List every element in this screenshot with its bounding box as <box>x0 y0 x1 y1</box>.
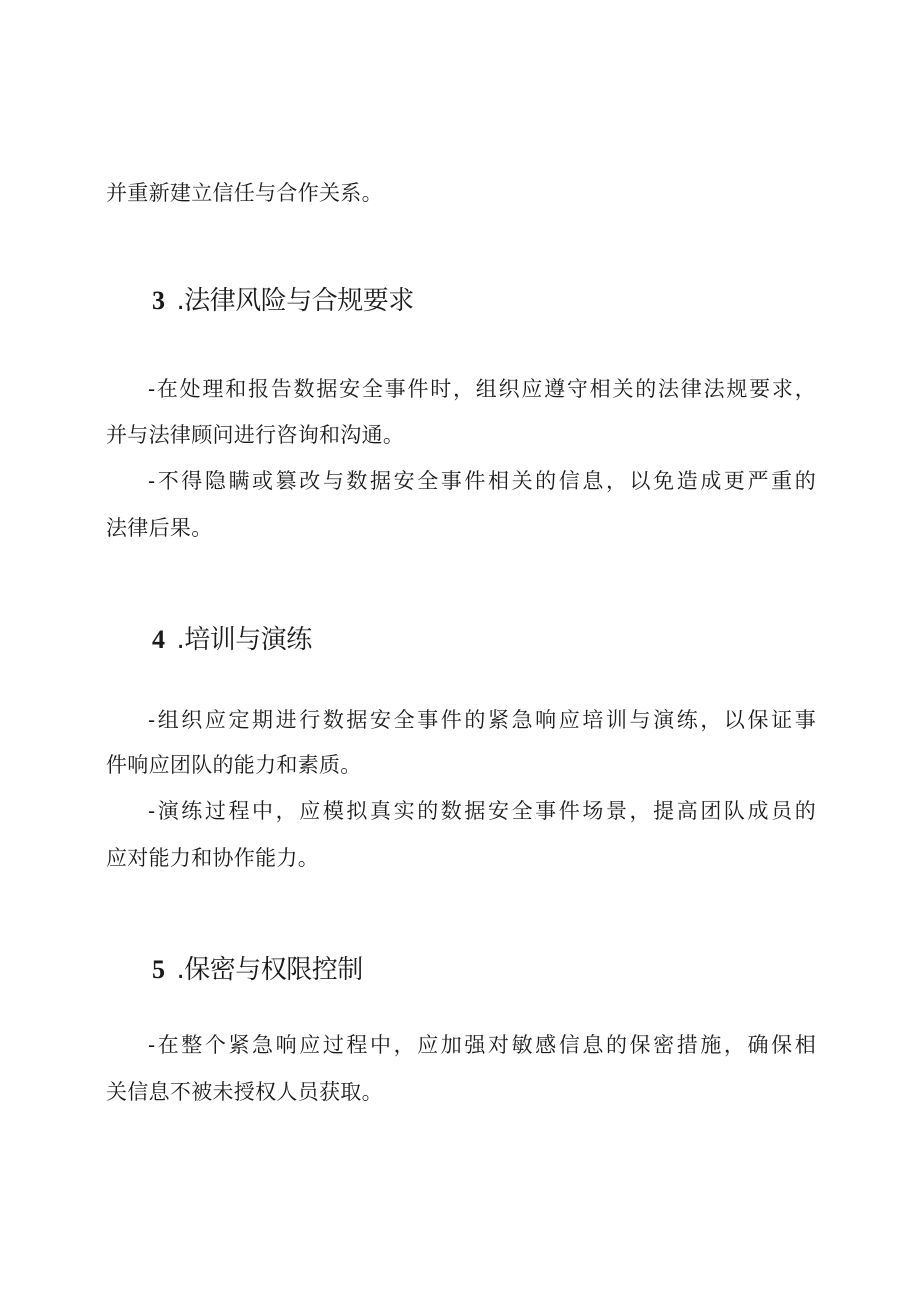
paragraph-line: -演练过程中，应模拟真实的数据安全事件场景，提高团队成员的 <box>148 799 816 823</box>
paragraph-line: 法律后果。 <box>106 516 213 540</box>
paragraph-line: 应对能力和协作能力。 <box>106 846 319 870</box>
paragraph-line: -不得隐瞒或篡改与数据安全事件相关的信息，以免造成更严重的 <box>148 469 816 493</box>
section-heading-3 <box>152 284 414 318</box>
section-number: 4 <box>152 625 165 654</box>
paragraph-line: -在处理和报告数据安全事件时，组织应遵守相关的法律法规要求， <box>148 377 816 401</box>
section-number: 3 <box>152 286 165 315</box>
section-heading-4 <box>152 623 312 657</box>
section-title: .培训与演练 <box>176 625 312 655</box>
continuation-text: 并重新建立信任与合作关系。 <box>106 181 383 205</box>
section-number: 5 <box>152 955 165 984</box>
section-heading-5 <box>152 953 363 987</box>
paragraph-line: 并与法律顾问进行咨询和沟通。 <box>106 423 405 447</box>
paragraph-line: -在整个紧急响应过程中，应加强对敏感信息的保密措施，确保相 <box>148 1033 816 1057</box>
paragraph-line: -组织应定期进行数据安全事件的紧急响应培训与演练，以保证事 <box>148 708 816 732</box>
section-title: .保密与权限控制 <box>176 955 363 985</box>
paragraph-line: 件响应团队的能力和素质。 <box>106 753 362 777</box>
section-title: .法律风险与合规要求 <box>176 286 414 316</box>
paragraph-line: 关信息不被未授权人员获取。 <box>106 1080 383 1104</box>
